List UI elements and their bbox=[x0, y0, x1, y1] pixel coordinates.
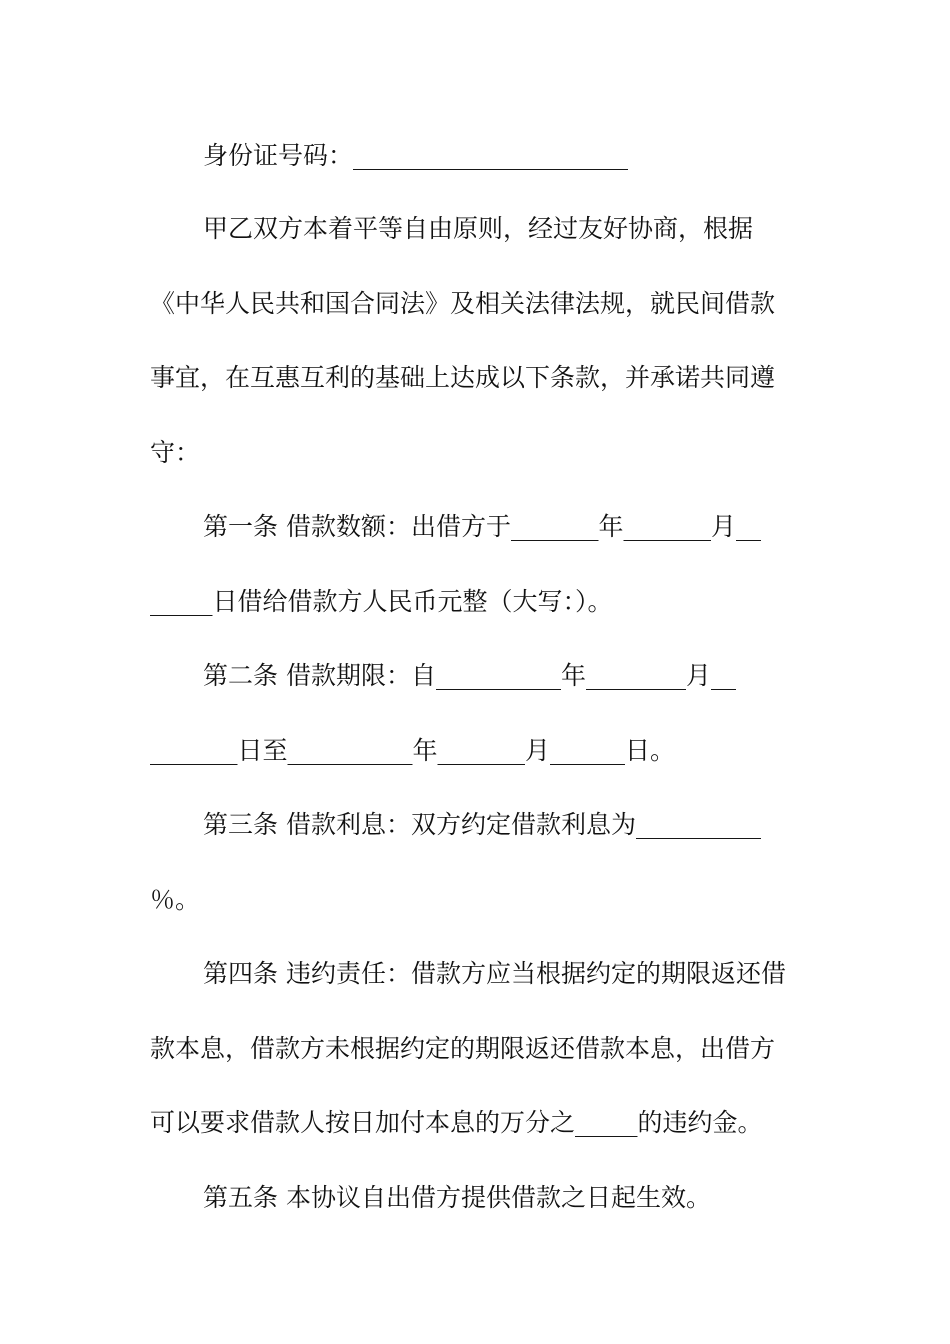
id-number-line: 身份证号码：______________________ bbox=[203, 141, 629, 170]
preamble-line-3: 事宜，在互惠互利的基础上达成以下条款，并承诺共同遵 bbox=[150, 363, 776, 392]
preamble-line-4: 守： bbox=[150, 438, 201, 467]
article-2-line-1: 第二条 借款期限：自__________年________月__ bbox=[203, 661, 736, 690]
article-4-line-3: 可以要求借款人按日加付本息的万分之_____的违约金。 bbox=[150, 1108, 763, 1137]
article-1-line-1: 第一条 借款数额：出借方于_______年_______月__ bbox=[203, 512, 761, 541]
article-5-line-1: 第五条 本协议自出借方提供借款之日起生效。 bbox=[203, 1183, 711, 1212]
preamble-line-1: 甲乙双方本着平等自由原则，经过友好协商，根据 bbox=[203, 214, 754, 243]
preamble-line-2: 《中华人民共和国合同法》及相关法律法规，就民间借款 bbox=[150, 289, 776, 318]
article-3-line-1: 第三条 借款利息：双方约定借款利息为__________ bbox=[203, 810, 761, 839]
article-4-line-2: 款本息，借款方未根据约定的期限返还借款本息，出借方 bbox=[150, 1034, 776, 1063]
article-3-line-2: ％。 bbox=[150, 885, 201, 914]
article-4-line-1: 第四条 违约责任：借款方应当根据约定的期限返还借 bbox=[203, 959, 786, 988]
article-1-line-2: _____日借给借款方人民币元整（大写：）。 bbox=[150, 587, 613, 616]
article-2-line-2: _______日至__________年_______月______日。 bbox=[150, 736, 676, 765]
